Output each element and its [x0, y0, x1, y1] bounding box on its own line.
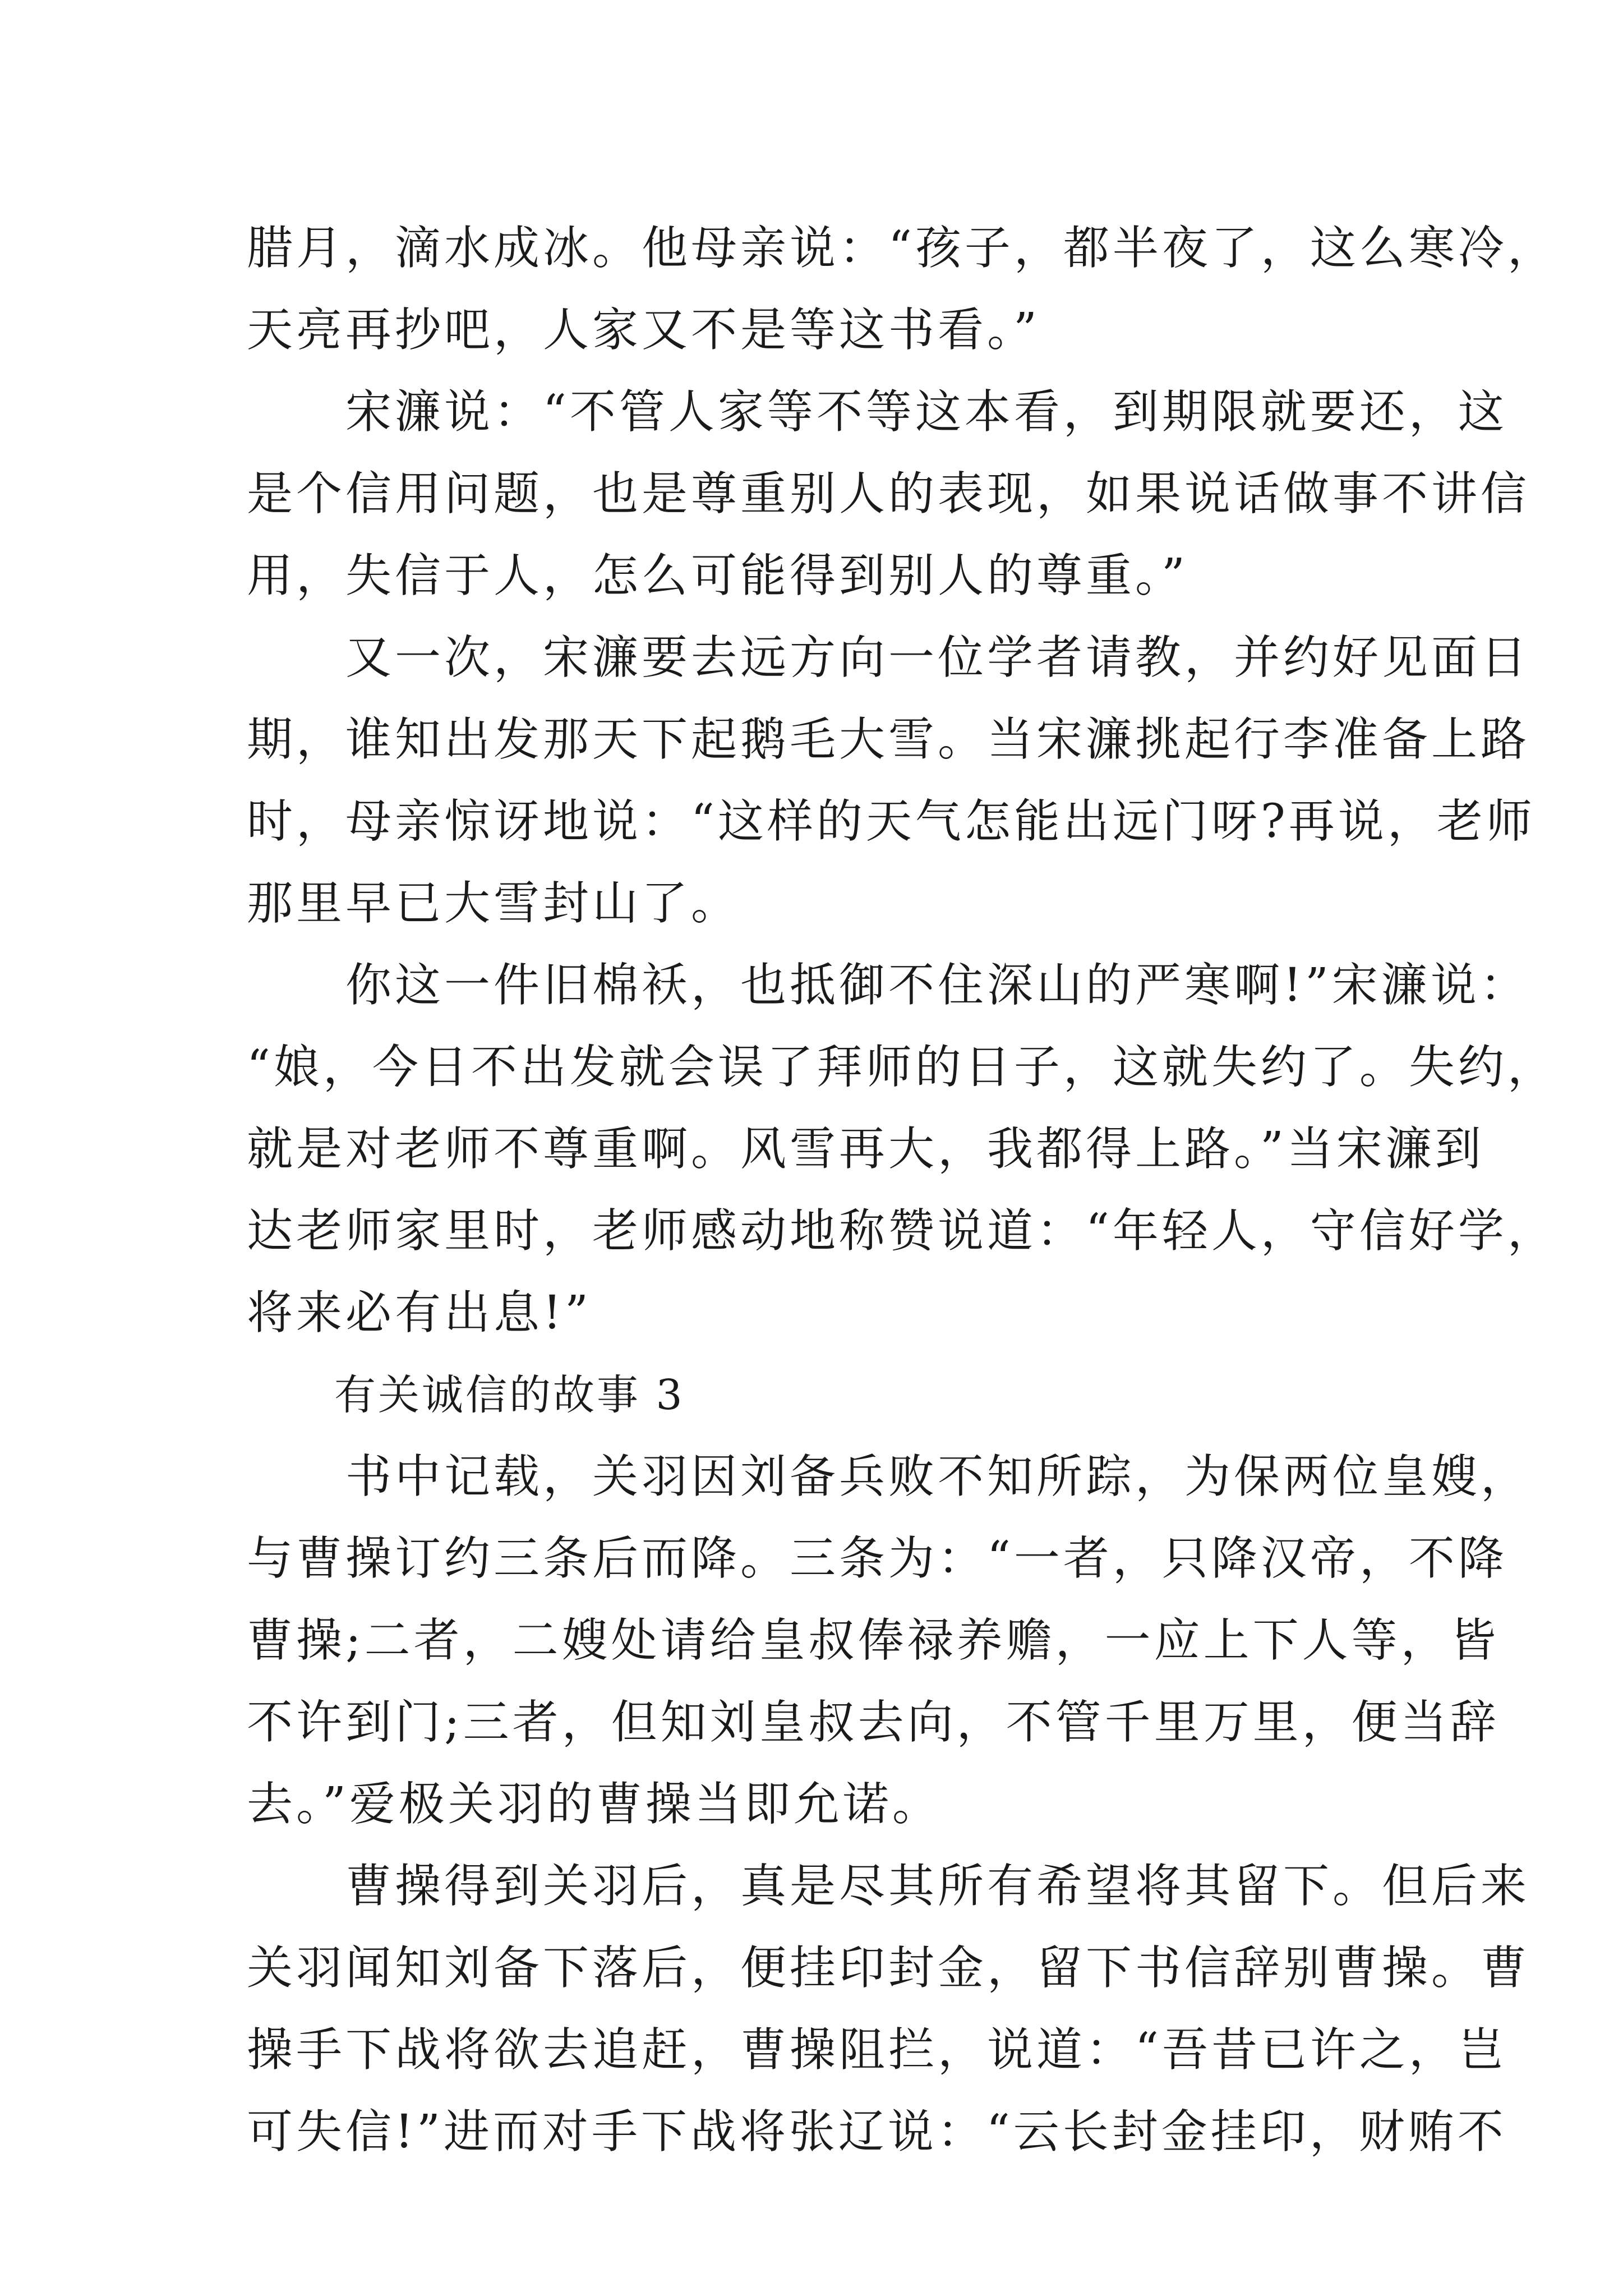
text-line: 宋濂说：“不管人家等不等这本看，到期限就要还，这: [247, 385, 1507, 439]
text-line: 那里早已大雪封山了。: [247, 877, 741, 930]
text-line: 你这一件旧棉袄，也抵御不住深山的严寒啊!”宋濂说：: [247, 959, 1529, 1012]
text-line: 天亮再抄吧，人家又不是等这书看。”: [247, 303, 1040, 357]
text-line: 将来必有出息!”: [247, 1286, 592, 1340]
text-line: 是个信用问题，也是尊重别人的表现，如果说话做事不讲信: [247, 467, 1530, 521]
text-line: 用，失信于人，怎么可能得到别人的尊重。”: [247, 549, 1188, 602]
text-line: 期，谁知出发那天下起鹅毛大雪。当宋濂挑起行李准备上路: [247, 713, 1530, 766]
text-line: 达老师家里时，老师感动地称赞说道：“年轻人，守信好学，: [247, 1204, 1557, 1258]
text-line: 去。”爱极关羽的曹操当即允诺。: [247, 1778, 942, 1831]
document-body: [247, 208, 1557, 2173]
text-line: 不许到门;三者，但知刘皇叔去向，不管千里万里，便当辞: [247, 1696, 1500, 1749]
text-line: 操手下战将欲去追赶，曹操阻拦，说道：“吾昔已许之，岂: [247, 2023, 1507, 2077]
section-heading: 有关诚信的故事 3: [247, 1371, 685, 1419]
text-line: 腊月，滴水成冰。他母亲说：“孩子，都半夜了，这么寒冷，: [247, 222, 1557, 275]
text-line: 可失信!”进而对手下战将张辽说：“云长封金挂印，财贿不: [247, 2105, 1507, 2159]
text-line: “娘，今日不出发就会误了拜师的日子，这就失约了。失约，: [247, 1041, 1557, 1094]
text-line: 关羽闻知刘备下落后，便挂印封金，留下书信辞别曹操。曹: [247, 1941, 1530, 1995]
text-line: 与曹操订约三条后而降。三条为：“一者，只降汉帝，不降: [247, 1532, 1507, 1585]
text-line: 书中记载，关羽因刘备兵败不知所踪，为保两位皇嫂，: [247, 1450, 1530, 1503]
text-line: 时，母亲惊讶地说：“这样的天气怎能出远门呀?再说，老师: [247, 795, 1536, 848]
text-line: 曹操;二者，二嫂处请给皇叔俸禄养赡，一应上下人等，皆: [247, 1614, 1500, 1667]
text-line: 就是对老师不尊重啊。风雪再大，我都得上路。”当宋濂到: [247, 1122, 1484, 1176]
text-line: 曹操得到关羽后，真是尽其所有希望将其留下。但后来: [247, 1860, 1530, 1913]
text-line: 又一次，宋濂要去远方向一位学者请教，并约好见面日: [247, 631, 1530, 684]
